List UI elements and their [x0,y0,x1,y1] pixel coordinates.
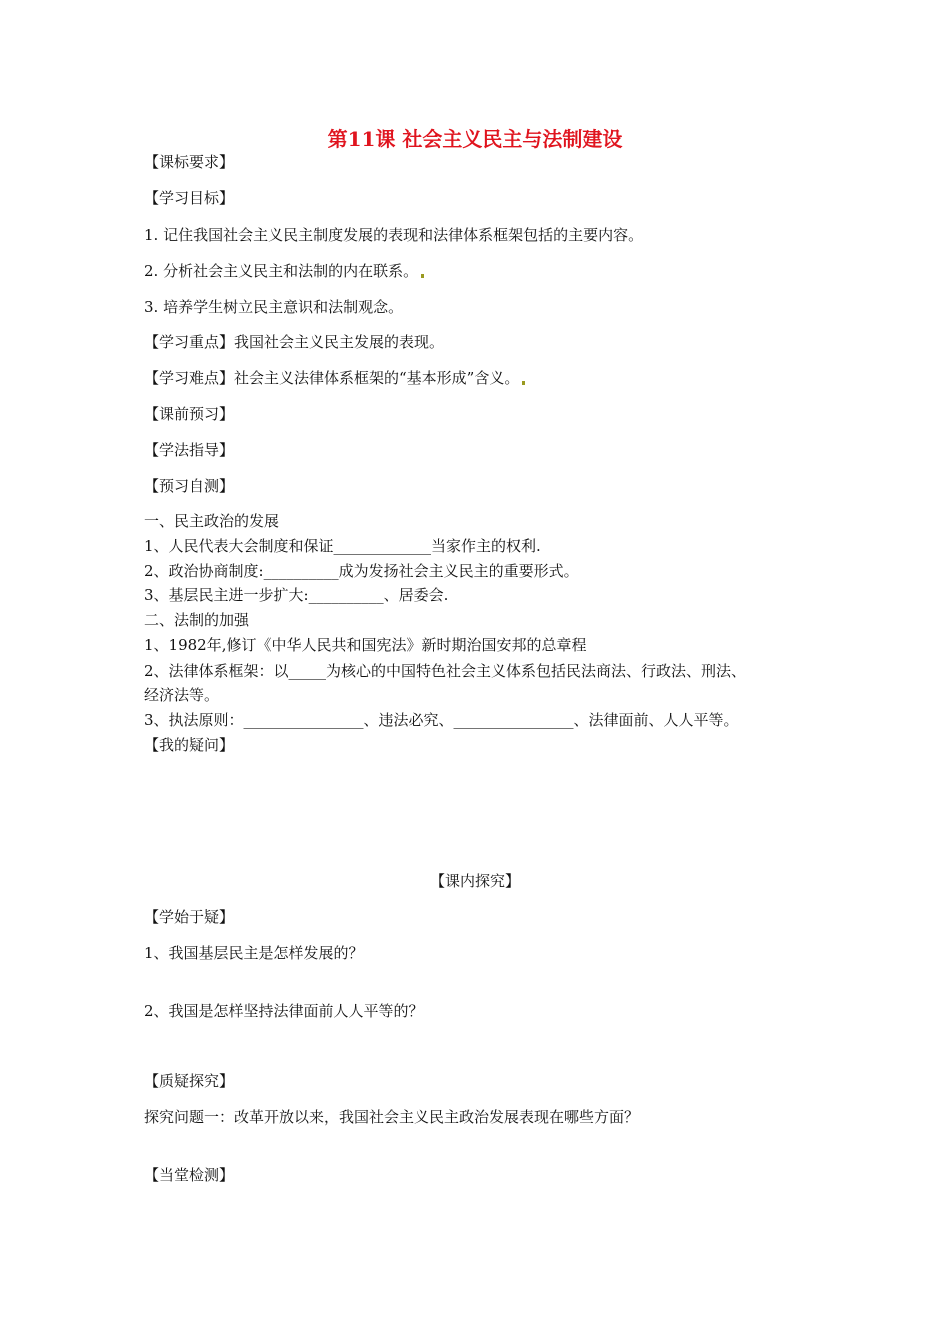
preview-line-4: 1、1982年,修订《中华人民共和国宪法》新时期治国安邦的总章程 [144,636,587,654]
section-pre-class-preview: 【课前预习】 [144,405,235,423]
section-preview-self-test: 【预习自测】 [144,477,235,495]
preview-line-5: 2、法律体系框架：以_____为核心的中国特色社会主义体系包括民法商法、行政法、刑法、 [144,662,747,680]
goal-item-2 [144,261,424,281]
preview-line-2: 2、政治协商制度:__________成为发扬社会主义民主的重要形式。 [144,562,579,580]
preview-heading-legal-system: 二、法制的加强 [144,611,250,629]
section-my-questions: 【我的疑问】 [144,736,235,754]
learning-difficulty-text: 【学习难点】社会主义法律体系框架的“基本形成”含义。 [144,369,520,387]
question-1: 1、我国基层民主是怎样发展的？ [144,944,364,962]
preview-line-5-continued: 经济法等。 [144,686,220,704]
section-learning-goals: 【学习目标】 [144,189,235,207]
preview-line-3: 3、基层民主进一步扩大:__________、居委会. [144,586,449,604]
section-in-class-test: 【当堂检测】 [144,1166,235,1184]
section-learning-from-questions: 【学始于疑】 [144,908,235,926]
lesson-title: 第11课 社会主义民主与法制建设 [327,127,623,151]
learning-key-point: 【学习重点】我国社会主义民主发展的表现。 [144,333,445,351]
question-2: 2、我国是怎样坚持法律面前人人平等的？ [144,1002,424,1020]
preview-line-1: 1、人民代表大会制度和保证_____________当家作主的权利. [144,537,541,555]
speck-mark [421,274,424,278]
goal-item-2-text: 2. 分析社会主义民主和法制的内在联系。 [144,262,419,280]
section-study-guide: 【学法指导】 [144,441,235,459]
section-query-inquiry: 【质疑探究】 [144,1072,235,1090]
preview-line-6: 3、执法原则：________________、违法必究、________________、法律面前、人人平等。 [144,711,739,729]
goal-item-1: 1. 记住我国社会主义民主制度发展的表现和法律体系框架包括的主要内容。 [144,226,644,244]
goal-item-3: 3. 培养学生树立民主意识和法制观念。 [144,298,404,316]
speck-mark [522,381,525,385]
inquiry-question-1: 探究问题一：改革开放以来，我国社会主义民主政治发展表现在哪些方面？ [144,1108,640,1126]
section-curriculum-requirements: 【课标要求】 [144,153,235,171]
preview-heading-democracy: 一、民主政治的发展 [144,512,280,530]
section-in-class-inquiry: 【课内探究】 [429,872,520,890]
learning-difficulty [144,368,525,388]
